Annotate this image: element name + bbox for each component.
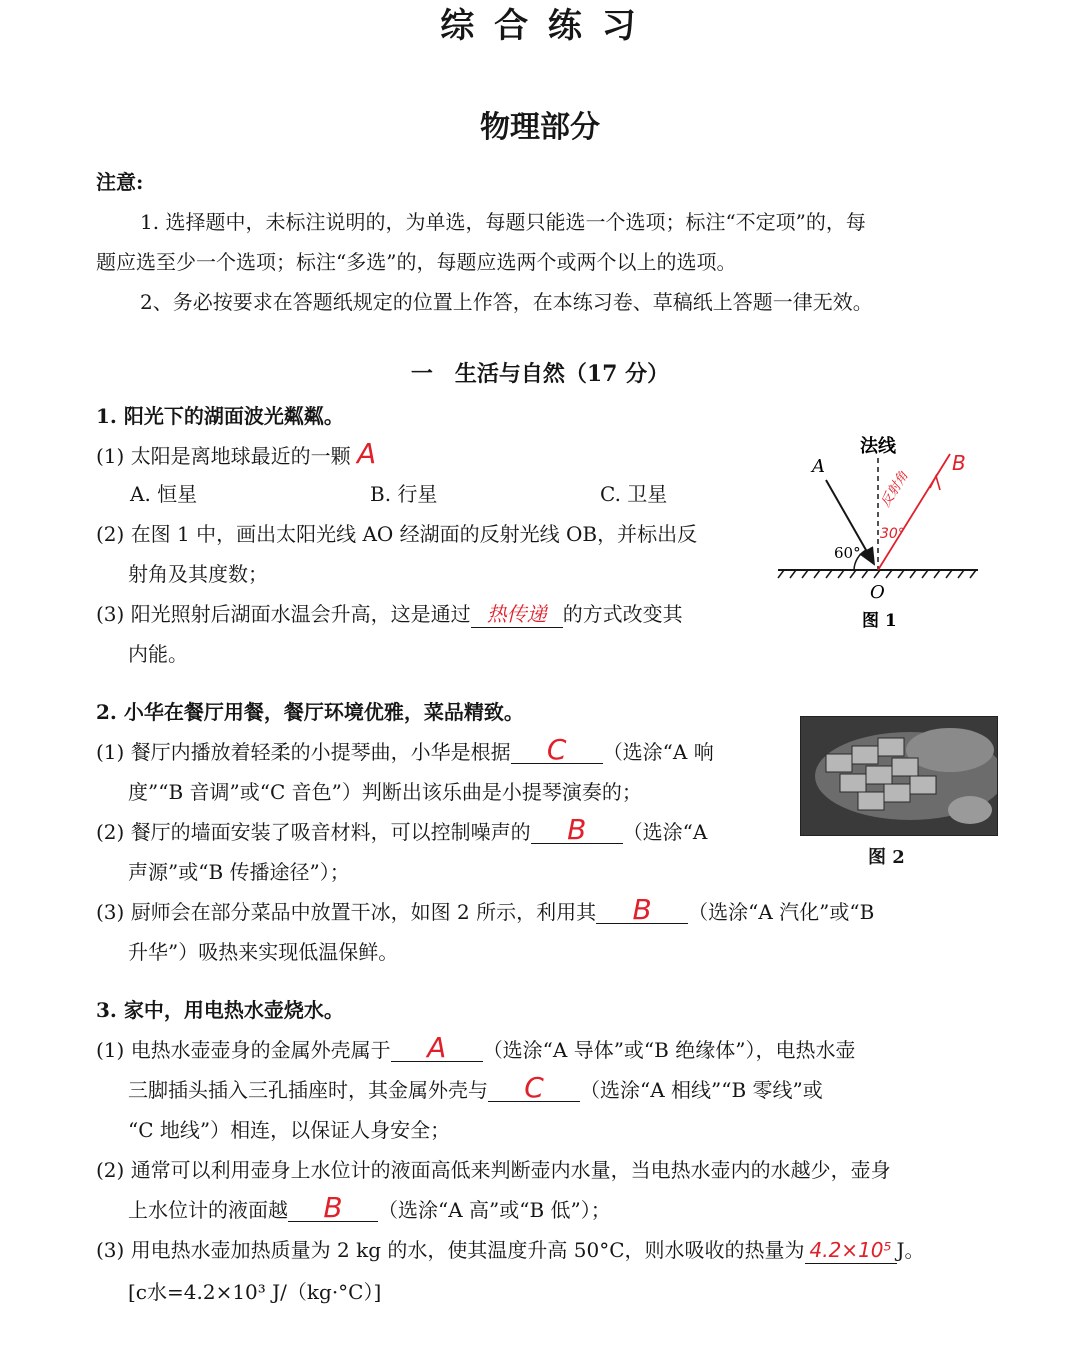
- q3-part1-line2-before: 三脚插头插入三孔插座时，其金属外壳与: [128, 1078, 488, 1102]
- q3-part1-line2-blank: [488, 1073, 580, 1102]
- point-o-label: O: [870, 582, 885, 603]
- q2-part1-answer: C: [546, 733, 567, 766]
- q3-part3-after: J。: [896, 1238, 925, 1262]
- notice-line-2: 题应选至少一个选项；标注“多选”的，每题应选两个或两个以上的选项。: [96, 250, 737, 274]
- q3-part1-line2: [128, 1070, 823, 1110]
- q3-part2: [128, 1190, 611, 1230]
- q1-part1-answer: A: [357, 437, 377, 470]
- notice-label: 注意:: [96, 170, 144, 194]
- q3-part1-after: （选涂“A 导体”或“B 绝缘体”），电热水壶: [482, 1038, 856, 1062]
- q2-part1: [96, 732, 714, 772]
- q3-part2-answer: B: [323, 1191, 343, 1224]
- figure-1-caption: 图 1: [862, 611, 897, 631]
- q2-part2-before: (2) 餐厅的墙面安装了吸音材料，可以控制噪声的: [96, 820, 531, 844]
- q2-part3-answer: B: [632, 893, 652, 926]
- q3-part1: [96, 1030, 855, 1070]
- figure-2-caption: 图 2: [868, 847, 905, 868]
- q1-option-c: C. 卫星: [600, 482, 668, 506]
- q2-stem: 2. 小华在餐厅用餐，餐厅环境优雅，菜品精致。: [96, 700, 524, 724]
- q3-part1-answer: A: [427, 1031, 447, 1064]
- figure-1: [770, 430, 1010, 640]
- q2-part2-after: （选涂“A: [622, 820, 708, 844]
- q2-part2: [96, 812, 707, 852]
- q2-part3-before: (3) 厨师会在部分菜品中放置干冰，如图 2 所示，利用其: [96, 900, 597, 924]
- q1-option-b: B. 行星: [370, 482, 438, 506]
- notice-line-3: 2、务必按要求在答题纸规定的位置上作答，在本练习卷、草稿纸上答题一律无效。: [140, 290, 873, 314]
- q1-part1: [96, 434, 376, 476]
- surface-hatching: [778, 570, 976, 578]
- q3-stem: 3. 家中，用电热水壶烧水。: [96, 998, 344, 1022]
- q1-part2-line2: 射角及其度数；: [128, 562, 268, 586]
- q2-part1-before: (1) 餐厅内播放着轻柔的小提琴曲，小华是根据: [96, 740, 511, 764]
- q2-part1-line2: 度”“B 音调”或“C 音色”）判断出该乐曲是小提琴演奏的；: [128, 780, 642, 804]
- q3-part2-before: 上水位计的液面越: [128, 1198, 288, 1222]
- q1-part3: [96, 594, 683, 634]
- q3-part3: [96, 1230, 925, 1270]
- q3-part1-before: (1) 电热水壶壶身的金属外壳属于: [96, 1038, 391, 1062]
- ray-a-label: A: [812, 456, 825, 477]
- q3-part1-line2-after: （选涂“A 相线”“B 零线”或: [580, 1078, 823, 1102]
- reflected-ray: [878, 454, 950, 570]
- q2-part2-blank: [531, 815, 623, 844]
- q2-part1-after: （选涂“A 响: [602, 740, 714, 764]
- q2-part3-line2: 升华”）吸热来实现低温保鲜。: [128, 940, 399, 964]
- q1-part3-answer: 热传递: [486, 602, 547, 626]
- q2-part1-blank: [511, 735, 603, 764]
- q3-formula: [c水=4.2×10³ J/（kg·°C）]: [128, 1280, 382, 1304]
- q3-part2-line1: (2) 通常可以利用壶身上水位计的液面高低来判断壶内水量，当电热水壶内的水越少，壶身: [96, 1158, 891, 1182]
- ray-b-label: B: [952, 451, 966, 475]
- q1-option-a: A. 恒星: [130, 482, 198, 506]
- q2-part3-after: （选涂“A 汽化”或“B: [688, 900, 875, 924]
- q3-part3-answer: 4.2×10⁵: [809, 1238, 892, 1262]
- q1-part3-line2: 内能。: [128, 642, 188, 666]
- q2-part2-line2: 声源”或“B 传播途径”）；: [128, 860, 350, 884]
- q1-part2-line1: (2) 在图 1 中，画出太阳光线 AO 经湖面的反射光线 OB，并标出反: [96, 522, 698, 546]
- q3-part3-before: (3) 用电热水壶加热质量为 2 kg 的水，使其温度升高 50°C，则水吸收的热量为: [96, 1238, 805, 1262]
- normal-label: 法线: [860, 436, 896, 457]
- q1-stem: 1. 阳光下的湖面波光粼粼。: [96, 404, 344, 428]
- incidence-angle-label: 60°: [834, 544, 861, 562]
- q1-part3-blank: [471, 599, 563, 628]
- q3-part1-line2-answer: C: [524, 1071, 544, 1104]
- q3-part2-after: （选涂“A 高”或“B 低”）；: [378, 1198, 611, 1222]
- q1-part1-text: (1) 太阳是离地球最近的一颗: [96, 444, 351, 468]
- q3-part3-blank: [805, 1235, 897, 1264]
- q2-part3-blank: [596, 895, 688, 924]
- exam-title: 综 合 练 习: [440, 6, 640, 46]
- part-heading: 一 生活与自然（17 分）: [410, 361, 670, 387]
- q3-part1-blank: [391, 1033, 483, 1062]
- q2-part2-answer: B: [567, 813, 587, 846]
- notice-line-1: 1. 选择题中，未标注说明的，为单选，每题只能选一个选项；标注“不定项”的，每: [140, 210, 866, 234]
- q1-part3-before: (3) 阳光照射后湖面水温会升高，这是通过: [96, 602, 471, 626]
- reflection-angle-note: 反射角: [878, 468, 912, 510]
- q2-part3: [96, 892, 874, 932]
- reflection-angle-label: 30°: [880, 526, 905, 542]
- q3-part2-blank: [288, 1193, 378, 1222]
- q1-part3-after: 的方式改变其: [562, 602, 683, 626]
- q3-part1-line3: “C 地线”）相连，以保证人身安全；: [128, 1118, 451, 1142]
- figure-2-photo: [800, 716, 998, 836]
- section-title: 物理部分: [480, 110, 600, 145]
